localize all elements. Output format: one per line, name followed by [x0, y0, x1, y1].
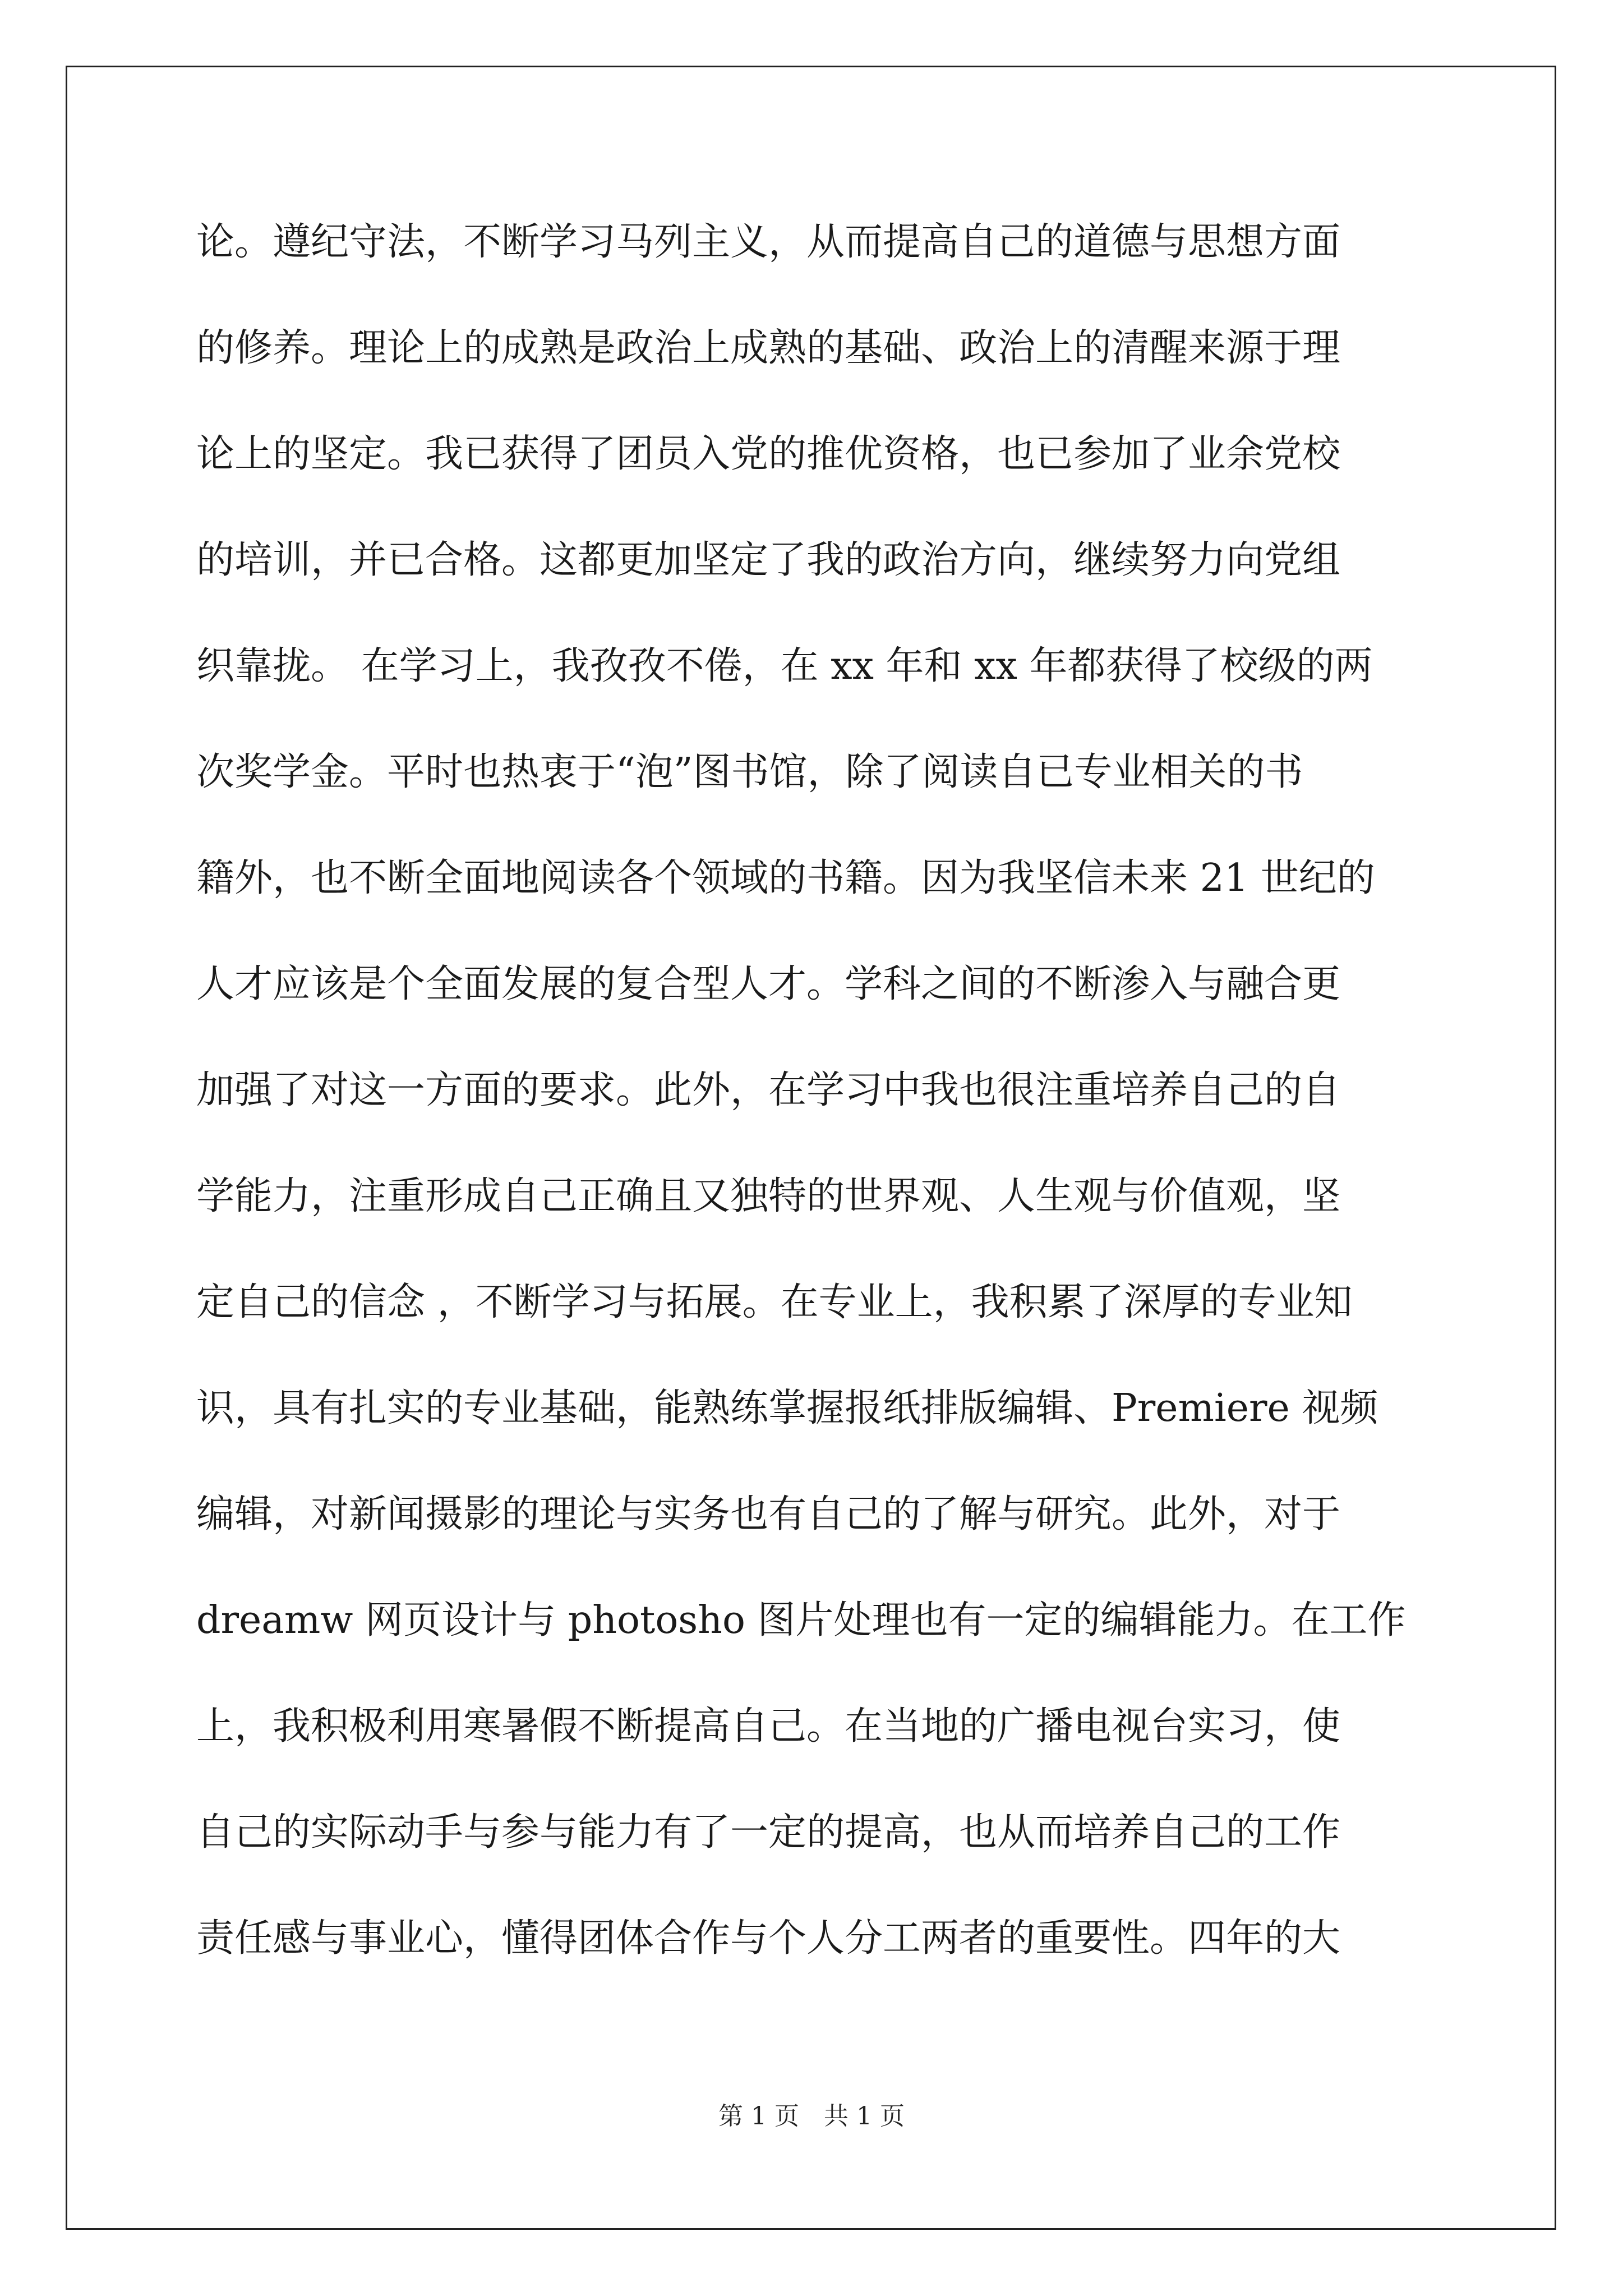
text-line-1: 论。遵纪守法，不断学习马列主义，从而提高自己的道德与思想方面 — [196, 220, 1341, 264]
text-line-6: 次奖学金。平时也热衷于“泡”图书馆，除了阅读自已专业相关的书 — [196, 750, 1303, 794]
text-line-9: 加强了对这一方面的要求。此外，在学习中我也很注重培养自己的自 — [196, 1068, 1341, 1112]
text-line-13: 编辑，对新闻摄影的理论与实务也有自己的了解与研究。此外，对于 — [196, 1492, 1341, 1536]
text-line-4: 的培训，并已合格。这都更加坚定了我的政治方向，继续努力向党组 — [196, 538, 1341, 582]
text-line-2: 的修养。理论上的成熟是政治上成熟的基础、政治上的清醒来源于理 — [196, 326, 1341, 370]
text-line-15: 上，我积极利用寒暑假不断提高自己。在当地的广播电视台实习，使 — [196, 1704, 1341, 1749]
text-line-5: 织靠拢。 在学习上，我孜孜不倦，在 xx 年和 xx 年都获得了校级的两 — [196, 644, 1373, 688]
text-line-8: 人才应该是个全面发展的复合型人才。学科之间的不断渗入与融合更 — [196, 962, 1341, 1006]
text-line-12: 识，具有扎实的专业基础，能熟练掌握报纸排版编辑、Premiere 视频 — [196, 1386, 1378, 1430]
text-line-14: dreamw 网页设计与 photosho 图片处理也有一定的编辑能力。在工作 — [196, 1598, 1406, 1642]
text-line-7: 籍外，也不断全面地阅读各个领域的书籍。因为我坚信未来 21 世纪的 — [196, 856, 1375, 900]
document-body — [196, 220, 1430, 2022]
text-line-3: 论上的坚定。我已获得了团员入党的推优资格，也已参加了业余党校 — [196, 432, 1341, 476]
text-line-10: 学能力，注重形成自己正确且又独特的世界观、人生观与价值观，坚 — [196, 1174, 1341, 1218]
text-line-17: 责任感与事业心，懂得团体合作与个人分工两者的重要性。四年的大 — [196, 1916, 1341, 1961]
page-number-footer: 第 1 页 共 1 页 — [718, 2102, 905, 2131]
text-line-16: 自己的实际动手与参与能力有了一定的提高，也从而培养自己的工作 — [196, 1810, 1341, 1855]
text-line-11: 定自己的信念 ，不断学习与拓展。在专业上，我积累了深厚的专业知 — [196, 1280, 1353, 1324]
